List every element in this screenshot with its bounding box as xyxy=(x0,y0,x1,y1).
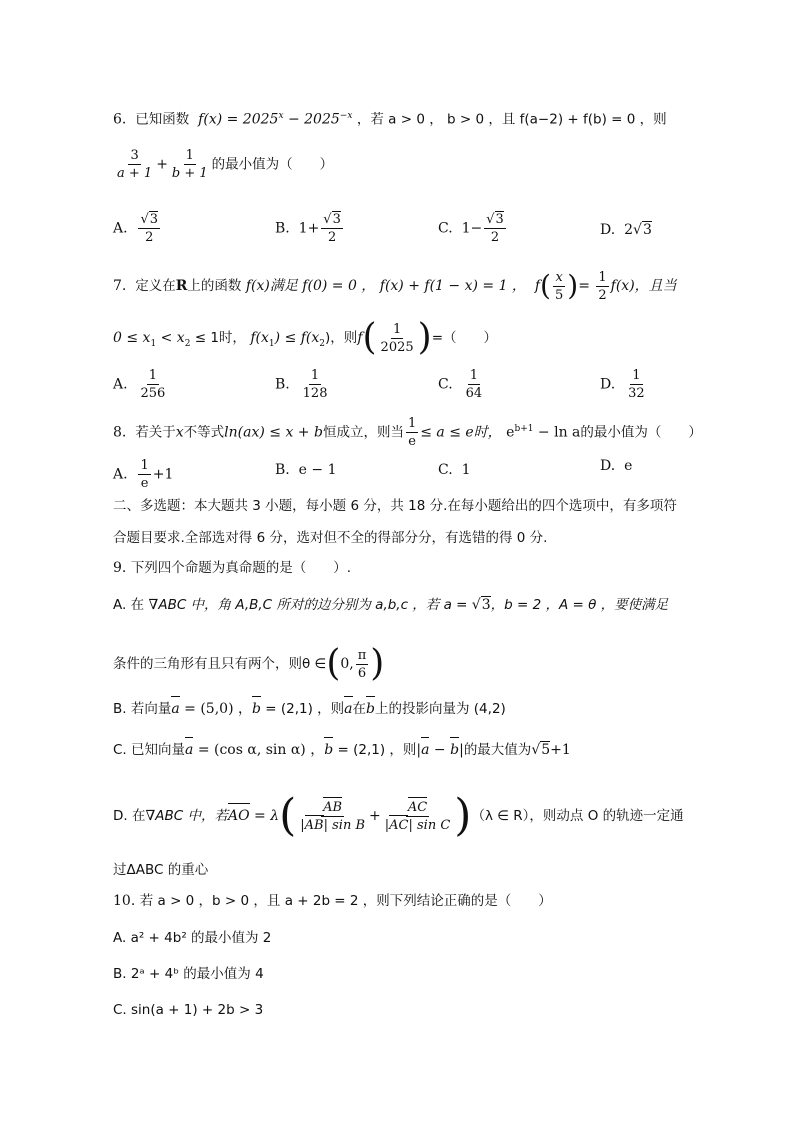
fraction: $\frac{3}{a + 1}$ xyxy=(117,148,153,181)
q6-option-d[interactable]: D. 2√ 3 xyxy=(600,220,652,240)
q9-option-b[interactable]: B. 若向量a = (5,0) ，b = (2,1) ，则a在b上的投影向量为 (4,2) xyxy=(113,701,506,717)
q8-stem: 8. 若关于x不等式ln(ax) ≤ x + b恒成立，则当 $\frac{1}{e}$ ≤ a ≤ e时， $e^{b+1} - \ln a$的最小值为（ ） xyxy=(113,416,702,449)
q6-stem: 6. 已知函数 $f(x) = 2025^x - 2025^{-x}$ ，若 a > 0 ， b > 0 ，且 f(a−2) + f(b) = 0 ，则 xyxy=(113,111,667,128)
q6-expression: $\frac{3}{a + 1}$ + $\frac{1}{b + 1}$ 的最小值为（ ） xyxy=(117,148,334,181)
q9-stem: 9. 下列四个命题为真命题的是（ ）. xyxy=(113,560,352,576)
q10-option-c[interactable]: C. sin(a + 1) + 2b > 3 xyxy=(113,1002,264,1018)
q7-stem: 7. 定义在R上的函数 f(x)满足 f(0) = 0 ， f(x) + f(1 − x) = 1 ， f( $\frac{x}{5}$ )= $\frac{1}{2}$ f(x)，且当 xyxy=(113,269,677,303)
q6-option-c[interactable]: C. 1− √ $\frac{3}{2}$ xyxy=(438,212,508,245)
q6-option-a[interactable]: A. √ $\frac{3}{2}$ xyxy=(113,212,162,245)
q8-option-b[interactable]: B. e − 1 xyxy=(275,462,337,478)
q8-option-d[interactable]: D. e xyxy=(600,458,633,474)
q8-option-c[interactable]: C. 1 xyxy=(438,462,471,478)
q9-option-d-cont: 过ΔABC 的重心 xyxy=(113,862,209,878)
q8-option-a[interactable]: A. $\frac{1}{e}$ +1 xyxy=(113,458,174,491)
q9-option-a-cont: 条件的三角形有且只有两个，则θ ∈(0, $\frac{\pi}{6}$ ) xyxy=(113,643,385,684)
section2-instructions: 合题目要求.全部选对得 6 分，选对但不全的得部分分，有选错的得 0 分. xyxy=(113,530,548,546)
q7-option-d[interactable]: D. $\frac{1}{32}$ xyxy=(600,368,645,401)
q10-stem: 10. 若 a > 0 ，b > 0 ，且 a + 2b = 2 ，则下列结论正确的是（ ） xyxy=(113,893,552,909)
q9-option-c[interactable]: C. 已知向量a = (cos α, sin α) ，b = (2,1) ，则|a − b|的最大值为√ 5+1 xyxy=(113,740,571,760)
q7-condition: $0 \le x_1 < x_2 \le 1$时， $f(x_1) \le f(x_2)$，则f( $\frac{1}{2025}$ )=（ ） xyxy=(113,317,497,358)
q7-option-c[interactable]: C. $\frac{1}{64}$ xyxy=(438,368,483,401)
q7-option-a[interactable]: A. $\frac{1}{256}$ xyxy=(113,368,166,401)
q7-option-b[interactable]: B. $\frac{1}{128}$ xyxy=(275,368,328,401)
q9-option-d[interactable]: D. 在∇ABC 中，若AO = λ( $\frac{AB}{\text{|AB| sin B}}$ + $\frac{AC}{\text{|AC| sin C}}$ )（λ ∈ R），则动点 O 的轨迹一定通 xyxy=(113,790,684,841)
fraction: $\frac{1}{b + 1}$ xyxy=(171,148,208,181)
q6-option-b[interactable]: B. 1+ √ $\frac{3}{2}$ xyxy=(275,212,345,245)
q10-option-a[interactable]: A. a² + 4b² 的最小值为 2 xyxy=(113,930,272,946)
q9-option-a[interactable]: A. 在 ∇ABC 中，角 A,B,C 所对的边分别为 a,b,c ，若 a = √ 3，b = 2 ，A = θ ，要使满足 xyxy=(113,595,668,615)
section2-heading: 二、多选题：本大题共 3 小题，每小题 6 分，共 18 分.在每小题给出的四个选项中，有多项符 xyxy=(113,498,677,514)
q10-option-b[interactable]: B. 2ᵃ + 4ᵇ 的最小值为 4 xyxy=(113,966,264,982)
